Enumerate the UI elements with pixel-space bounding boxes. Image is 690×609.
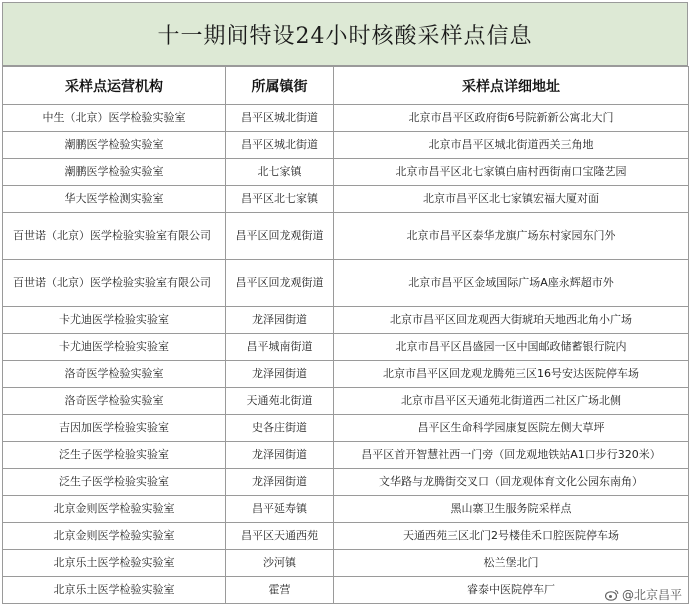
cell-town: 昌平区回龙观街道 bbox=[226, 260, 334, 307]
weibo-icon bbox=[605, 589, 619, 601]
table-row bbox=[3, 307, 689, 334]
cell-address: 北京市昌平区泰华龙旗广场东村家园东门外 bbox=[334, 213, 689, 260]
cell-town: 北七家镇 bbox=[226, 159, 334, 186]
cell-town: 龙泽园街道 bbox=[226, 307, 334, 334]
cell-town: 昌平区天通西苑 bbox=[226, 523, 334, 550]
table-row bbox=[3, 132, 689, 159]
cell-address: 北京市昌平区金域国际广场A座永辉超市外 bbox=[334, 260, 689, 307]
sampling-sheet bbox=[2, 2, 688, 607]
cell-org: 北京金则医学检验实验室 bbox=[3, 496, 226, 523]
cell-town: 昌平区回龙观街道 bbox=[226, 213, 334, 260]
cell-org: 洛奇医学检验实验室 bbox=[3, 388, 226, 415]
table-row bbox=[3, 550, 689, 577]
cell-address: 黑山寨卫生服务院采样点 bbox=[334, 496, 689, 523]
cell-org: 百世诺（北京）医学检验实验室有限公司 bbox=[3, 260, 226, 307]
cell-org: 吉因加医学检验实验室 bbox=[3, 415, 226, 442]
cell-org: 泛生子医学检验实验室 bbox=[3, 442, 226, 469]
cell-org: 卡尤迪医学检验实验室 bbox=[3, 307, 226, 334]
cell-address: 北京市昌平区回龙观西大街琥珀天地西北角小广场 bbox=[334, 307, 689, 334]
header-address: 采样点详细地址 bbox=[334, 67, 689, 105]
cell-address: 北京市昌平区政府街6号院新新公寓北大门 bbox=[334, 105, 689, 132]
sampling-table bbox=[2, 66, 689, 604]
cell-org: 泛生子医学检验实验室 bbox=[3, 469, 226, 496]
cell-org: 中生（北京）医学检验实验室 bbox=[3, 105, 226, 132]
cell-town: 昌平延寿镇 bbox=[226, 496, 334, 523]
watermark-text: @北京昌平 bbox=[621, 588, 682, 602]
cell-address: 昌平区首开智慧社西一门旁（回龙观地铁站A1口步行320米） bbox=[334, 442, 689, 469]
table-row bbox=[3, 361, 689, 388]
cell-org: 卡尤迪医学检验实验室 bbox=[3, 334, 226, 361]
title-bar bbox=[2, 2, 688, 66]
cell-address: 北京市昌平区昌盛园一区中国邮政储蓄银行院内 bbox=[334, 334, 689, 361]
table-row bbox=[3, 186, 689, 213]
cell-town: 霍营 bbox=[226, 577, 334, 604]
cell-address: 天通西苑三区北门2号楼佳禾口腔医院停车场 bbox=[334, 523, 689, 550]
cell-town: 龙泽园街道 bbox=[226, 469, 334, 496]
cell-address: 睿泰中医院停车厂 bbox=[334, 577, 689, 604]
cell-org: 潮鹏医学检验实验室 bbox=[3, 132, 226, 159]
table-row bbox=[3, 415, 689, 442]
table-row bbox=[3, 105, 689, 132]
cell-address: 北京市昌平区城北街道西关三角地 bbox=[334, 132, 689, 159]
table-row bbox=[3, 334, 689, 361]
cell-address: 北京市昌平区回龙观龙腾苑三区16号安达医院停车场 bbox=[334, 361, 689, 388]
table-row bbox=[3, 388, 689, 415]
cell-town: 龙泽园街道 bbox=[226, 361, 334, 388]
cell-org: 北京乐土医学检验实验室 bbox=[3, 550, 226, 577]
cell-address: 北京市昌平区天通苑北街道西二社区广场北侧 bbox=[334, 388, 689, 415]
table-row bbox=[3, 469, 689, 496]
cell-town: 龙泽园街道 bbox=[226, 442, 334, 469]
header-org: 采样点运营机构 bbox=[3, 67, 226, 105]
cell-address: 昌平区生命科学园康复医院左侧大草坪 bbox=[334, 415, 689, 442]
cell-town: 天通苑北街道 bbox=[226, 388, 334, 415]
cell-org: 北京乐土医学检验实验室 bbox=[3, 577, 226, 604]
cell-org: 百世诺（北京）医学检验实验室有限公司 bbox=[3, 213, 226, 260]
table-row bbox=[3, 577, 689, 604]
cell-org: 北京金则医学检验实验室 bbox=[3, 523, 226, 550]
table-row bbox=[3, 213, 689, 260]
weibo-watermark bbox=[603, 586, 684, 603]
cell-town: 昌平区城北街道 bbox=[226, 132, 334, 159]
table-row bbox=[3, 260, 689, 307]
cell-town: 史各庄街道 bbox=[226, 415, 334, 442]
header-town: 所属镇街 bbox=[226, 67, 334, 105]
header-row bbox=[3, 67, 689, 105]
cell-org: 洛奇医学检验实验室 bbox=[3, 361, 226, 388]
table-row bbox=[3, 159, 689, 186]
table-body bbox=[3, 105, 689, 604]
cell-org: 潮鹏医学检验实验室 bbox=[3, 159, 226, 186]
table-row bbox=[3, 523, 689, 550]
cell-org: 华大医学检测实验室 bbox=[3, 186, 226, 213]
cell-town: 昌平区北七家镇 bbox=[226, 186, 334, 213]
cell-town: 昌平区城北街道 bbox=[226, 105, 334, 132]
page-title: 十一期间特设24小时核酸采样点信息 bbox=[157, 23, 533, 49]
cell-address: 北京市昌平区北七家镇白庙村西街南口宝隆艺园 bbox=[334, 159, 689, 186]
cell-address: 文华路与龙腾街交叉口（回龙观体育文化公园东南角） bbox=[334, 469, 689, 496]
cell-town: 沙河镇 bbox=[226, 550, 334, 577]
table-row bbox=[3, 442, 689, 469]
cell-address: 松兰堡北门 bbox=[334, 550, 689, 577]
cell-town: 昌平城南街道 bbox=[226, 334, 334, 361]
cell-address: 北京市昌平区北七家镇宏福大厦对面 bbox=[334, 186, 689, 213]
table-row bbox=[3, 496, 689, 523]
